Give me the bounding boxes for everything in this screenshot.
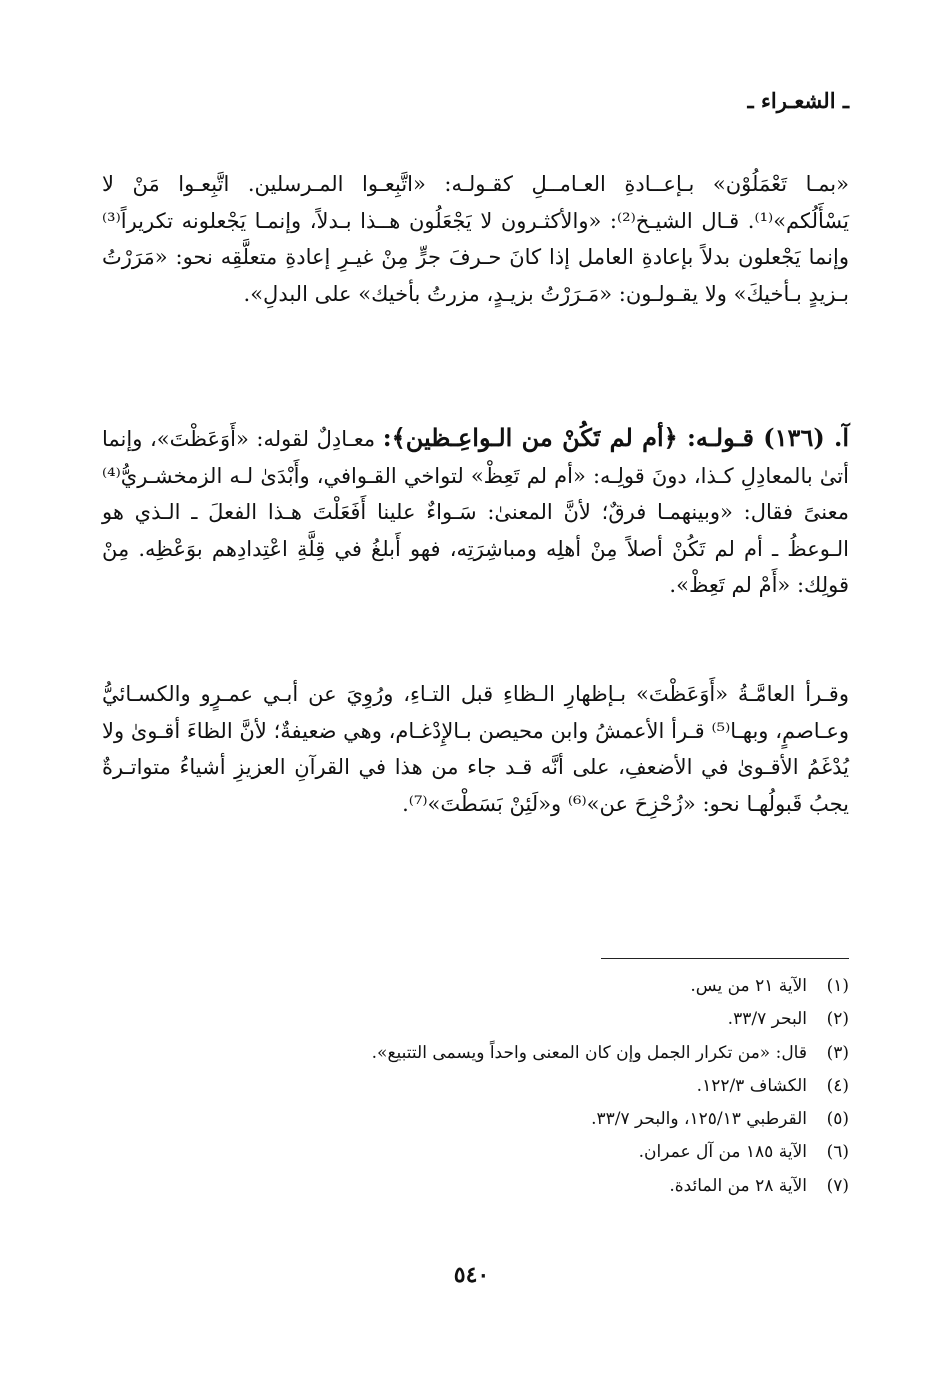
body-paragraph-3: وقـرأ العامَّـةُ «أَوَعَظْتَ» بـإظهارِ الـظاءِ قبل التـاءِ، ورُوِيَ عن أبـي عمـرٍو والكسـائيُّ وعـاصمٍ، وبهـا⁽⁵⁾ قـرأ الأعمشُ وابن محيصن بـالإِدْغـام، وهي ضعيفةٌ؛ لأنَّ الظاءَ أقـوىٰ ولا يُدْغَمُ الأقـوىٰ في الأضعفِ، على أنَّه قـد جاء من هذا في القرآنِ العزيزِ أشياءُ متواتـرةٌ يجبُ قَبولُهـا نحو: «زُحْزِحَ عن»⁽⁶⁾ و«لَئِنْ بَسَطْتَ»⁽⁷⁾. <box>102 682 849 816</box>
footnote-item <box>120 1037 849 1070</box>
footnote-list <box>120 970 849 1203</box>
footnote-text: الآية ١٨٥ من آل عمران. <box>638 1142 807 1163</box>
footnote-item <box>120 1070 849 1103</box>
footnote-number: (٥) <box>826 1109 849 1130</box>
footnote-text: قال: «من تكرار الجمل وإن كان المعنى واحداً ويسمى التتبيع». <box>371 1042 807 1063</box>
page-number: ٥٤٠ <box>453 1262 490 1288</box>
footnote-item <box>120 1103 849 1136</box>
footnote-text: البحر ٣٣/٧. <box>727 1009 807 1030</box>
running-header: ـ الشعـراء ـ <box>747 88 849 113</box>
footnote-number: (١) <box>826 976 849 996</box>
footnote-number: (٧) <box>826 1175 849 1196</box>
footnote-text: الآية ٢٨ من المائدة. <box>669 1175 807 1196</box>
footnote-text: الآية ٢١ من يس. <box>690 976 807 996</box>
verse-entry-commentary: معـادِلٌ لقوله: «أَوَعَظْتَ»، وإنما أتىٰ بالمعادِلِ كـذا، دونَ قولِـه: «أم لم تَعِظْ» لتواخي القـوافي، وأَبْدَىٰ لـه الزمخشـريُّ⁽⁴⁾ معنىً فقال: «وبينهمـا فرقٌ؛ لأنَّ المعنىٰ: سَـواءٌ علينا أَفَعَلْتَ هـذا الفعلَ ـ الـذي هو الـوعظُ ـ أم لم تَكُنْ أصلاً مِنْ أهلِه ومباشِرَتِه، فهو أَبلغُ في قِلَّةِ اعْتِدادِهم بوَعْظِه. مِنْ قولِك: «أَمْ لم تَعِظْ». <box>102 427 849 598</box>
verse-entry-heading: آ. (١٣٦) قـولـه: ﴿أم لم تَكُنْ من الـواعِـظين﴾: <box>382 423 850 452</box>
footnote-item <box>120 1136 849 1169</box>
footnote-item <box>120 1003 849 1036</box>
footnote-number: (٣) <box>826 1042 849 1063</box>
footnote-text: الكشاف ١٢٢/٣. <box>696 1075 807 1096</box>
footnote-number: (٤) <box>826 1075 849 1096</box>
footnote-separator <box>601 958 849 959</box>
footnote-item <box>120 970 849 1003</box>
footnote-number: (٢) <box>826 1009 849 1030</box>
footnote-number: (٦) <box>826 1142 849 1163</box>
footnote-item <box>120 1170 849 1203</box>
footnote-text: القرطبي ١٢٥/١٣، والبحر ٣٣/٧. <box>591 1109 807 1130</box>
body-paragraph-1: «بمـا تَعْمَلُوْن» بـإعــادةِ العـامــلِ كقـولـه: «اتَّبِعـوا المـرسلين. اتَّبِعـوا مَنْ لا يَسْأَلُكم»⁽¹⁾. قـال الشيـخ⁽²⁾: «والأكثـرون لا يَجْعَلُون هــذا بـدلاً، وإنمـا يَجْعلونه تكريراً⁽³⁾ وإنما يَجْعلون بدلاً بإعادةِ العامل إذا كانَ حـرفَ جرٍّ مِنْ غيـرِ إعادةِ متعلَّقِه نحو: «مَرَرْتُ بـزيدٍ بـأخيكَ» ولا يقـولـون: «مَـرَرْتُ بزيـدٍ، مزرتُ بأخيك» على البدلِ». <box>102 172 850 306</box>
body-paragraph-2 <box>102 420 849 604</box>
